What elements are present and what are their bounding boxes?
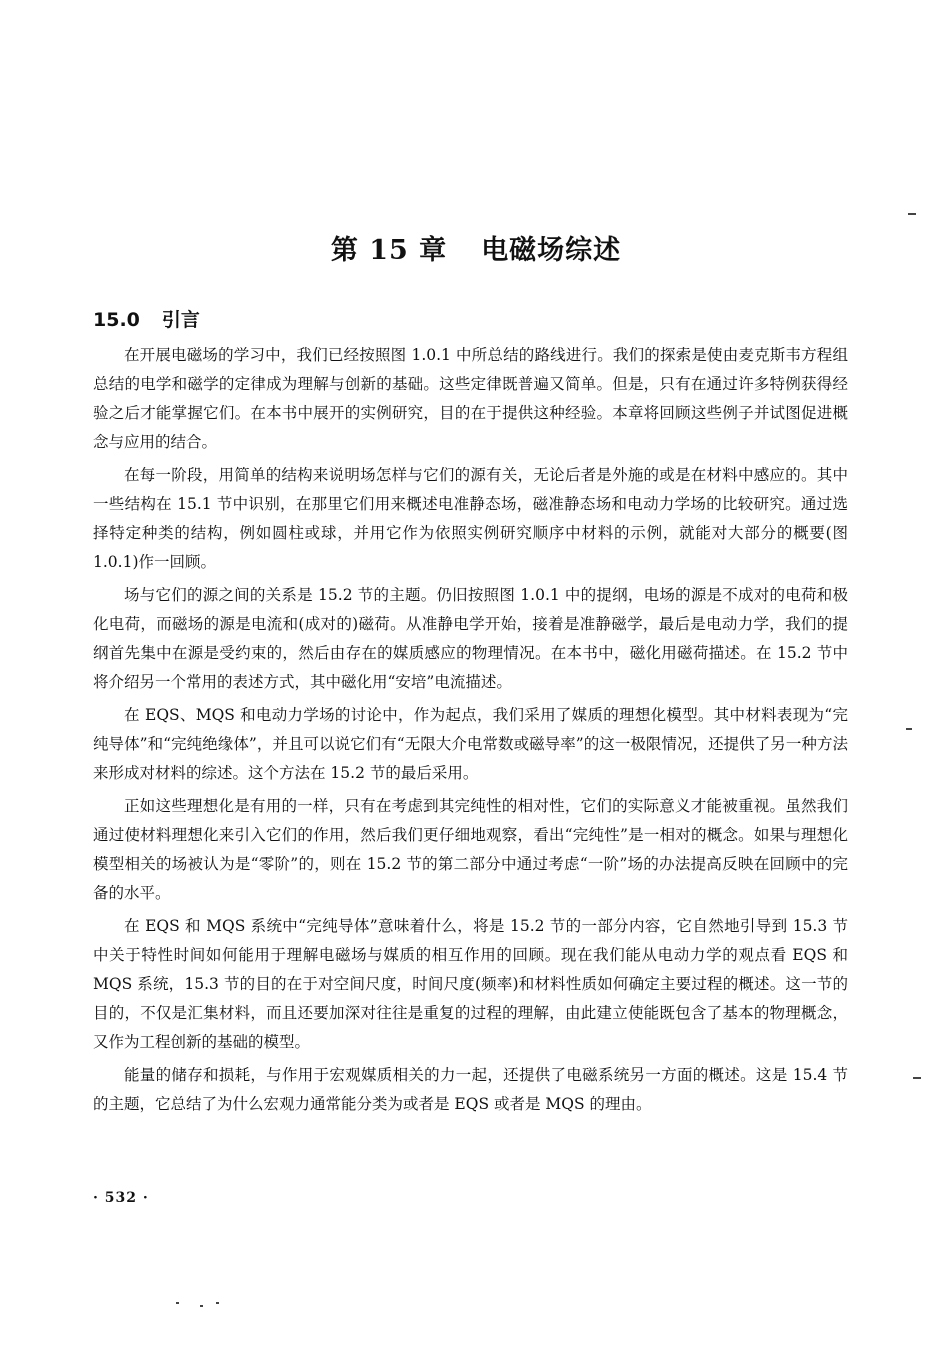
scan-mark	[200, 1305, 203, 1307]
chapter-name: 电磁场综述	[481, 235, 622, 266]
scan-mark	[913, 1077, 921, 1079]
chapter-title	[0, 228, 952, 267]
section-number: 15.0	[93, 309, 140, 331]
paragraph-1: 在开展电磁场的学习中，我们已经按照图 1.0.1 中所总结的路线进行。我们的探索是使由麦克斯韦方程组总结的电学和磁学的定律成为理解与创新的基础。这些定律既普遍又简单。但是，只有在通过许多特例获得经验之后才能掌握它们。在本书中展开的实例研究，目的在于提供这种经验。本章将回顾这些例子并试图促进概念与应用的结合。	[93, 346, 848, 451]
chapter-number: 第 15 章	[330, 235, 448, 266]
page-number: · 532 ·	[93, 1190, 149, 1206]
section-heading	[93, 305, 200, 332]
paragraph-4: 在 EQS、MQS 和电动力学场的讨论中，作为起点，我们采用了媒质的理想化模型。其中材料表现为“完纯导体”和“完纯绝缘体”，并且可以说它们有“无限大介电常数或磁导率”的这一极限情况，还提供了另一种方法来形成对材料的综述。这个方法在 15.2 节的最后采用。	[93, 706, 848, 782]
paragraph-3: 场与它们的源之间的关系是 15.2 节的主题。仍旧按照图 1.0.1 中的提纲，电场的源是不成对的电荷和极化电荷，而磁场的源是电流和(成对的)磁荷。从准静电学开始，接着是准静磁学，最后是电动力学，我们的提纲首先集中在源是受约束的，然后由存在的媒质感应的物理情况。在本书中，磁化用磁荷描述。在 15.2 节中将介绍另一个常用的表述方式，其中磁化用“安培”电流描述。	[93, 586, 848, 691]
scan-mark	[908, 213, 916, 215]
scan-mark	[176, 1302, 179, 1304]
paragraph-7: 能量的储存和损耗，与作用于宏观媒质相关的力一起，还提供了电磁系统另一方面的概述。这是 15.4 节的主题，它总结了为什么宏观力通常能分类为或者是 EQS 或者是 MQS 的理由。	[93, 1066, 848, 1113]
section-title: 引言	[161, 309, 200, 331]
scan-mark	[906, 728, 912, 730]
paragraph-6: 在 EQS 和 MQS 系统中“完纯导体”意味着什么，将是 15.2 节的一部分内容，它自然地引导到 15.3 节中关于特性时间如何能用于理解电磁场与媒质的相互作用的回顾。现在我们能从电动力学的观点看 EQS 和 MQS 系统，15.3 节的目的在于对空间尺度，时间尺度(频率)和材料性质如何确定主要过程的概述。这一节的目的，不仅是汇集材料，而且还要加深对往往是重复的过程的理解，由此建立使能既包含了基本的物理概念，又作为工程创新的基础的模型。	[93, 917, 848, 1051]
body-text	[93, 341, 848, 1123]
scan-mark	[216, 1302, 219, 1304]
paragraph-5: 正如这些理想化是有用的一样，只有在考虑到其完纯性的相对性，它们的实际意义才能被重视。虽然我们通过使材料理想化来引入它们的作用，然后我们更仔细地观察，看出“完纯性”是一相对的概念。如果与理想化模型相关的场被认为是“零阶”的，则在 15.2 节的第二部分中通过考虑“一阶”场的办法提高反映在回顾中的完备的水平。	[93, 797, 848, 902]
paragraph-2: 在每一阶段，用简单的结构来说明场怎样与它们的源有关，无论后者是外施的或是在材料中感应的。其中一些结构在 15.1 节中识别，在那里它们用来概述电准静态场，磁准静态场和电动力学场的比较研究。通过选择特定种类的结构，例如圆柱或球，并用它作为依照实例研究顺序中材料的示例，就能对大部分的概要(图 1.0.1)作一回顾。	[93, 466, 848, 571]
